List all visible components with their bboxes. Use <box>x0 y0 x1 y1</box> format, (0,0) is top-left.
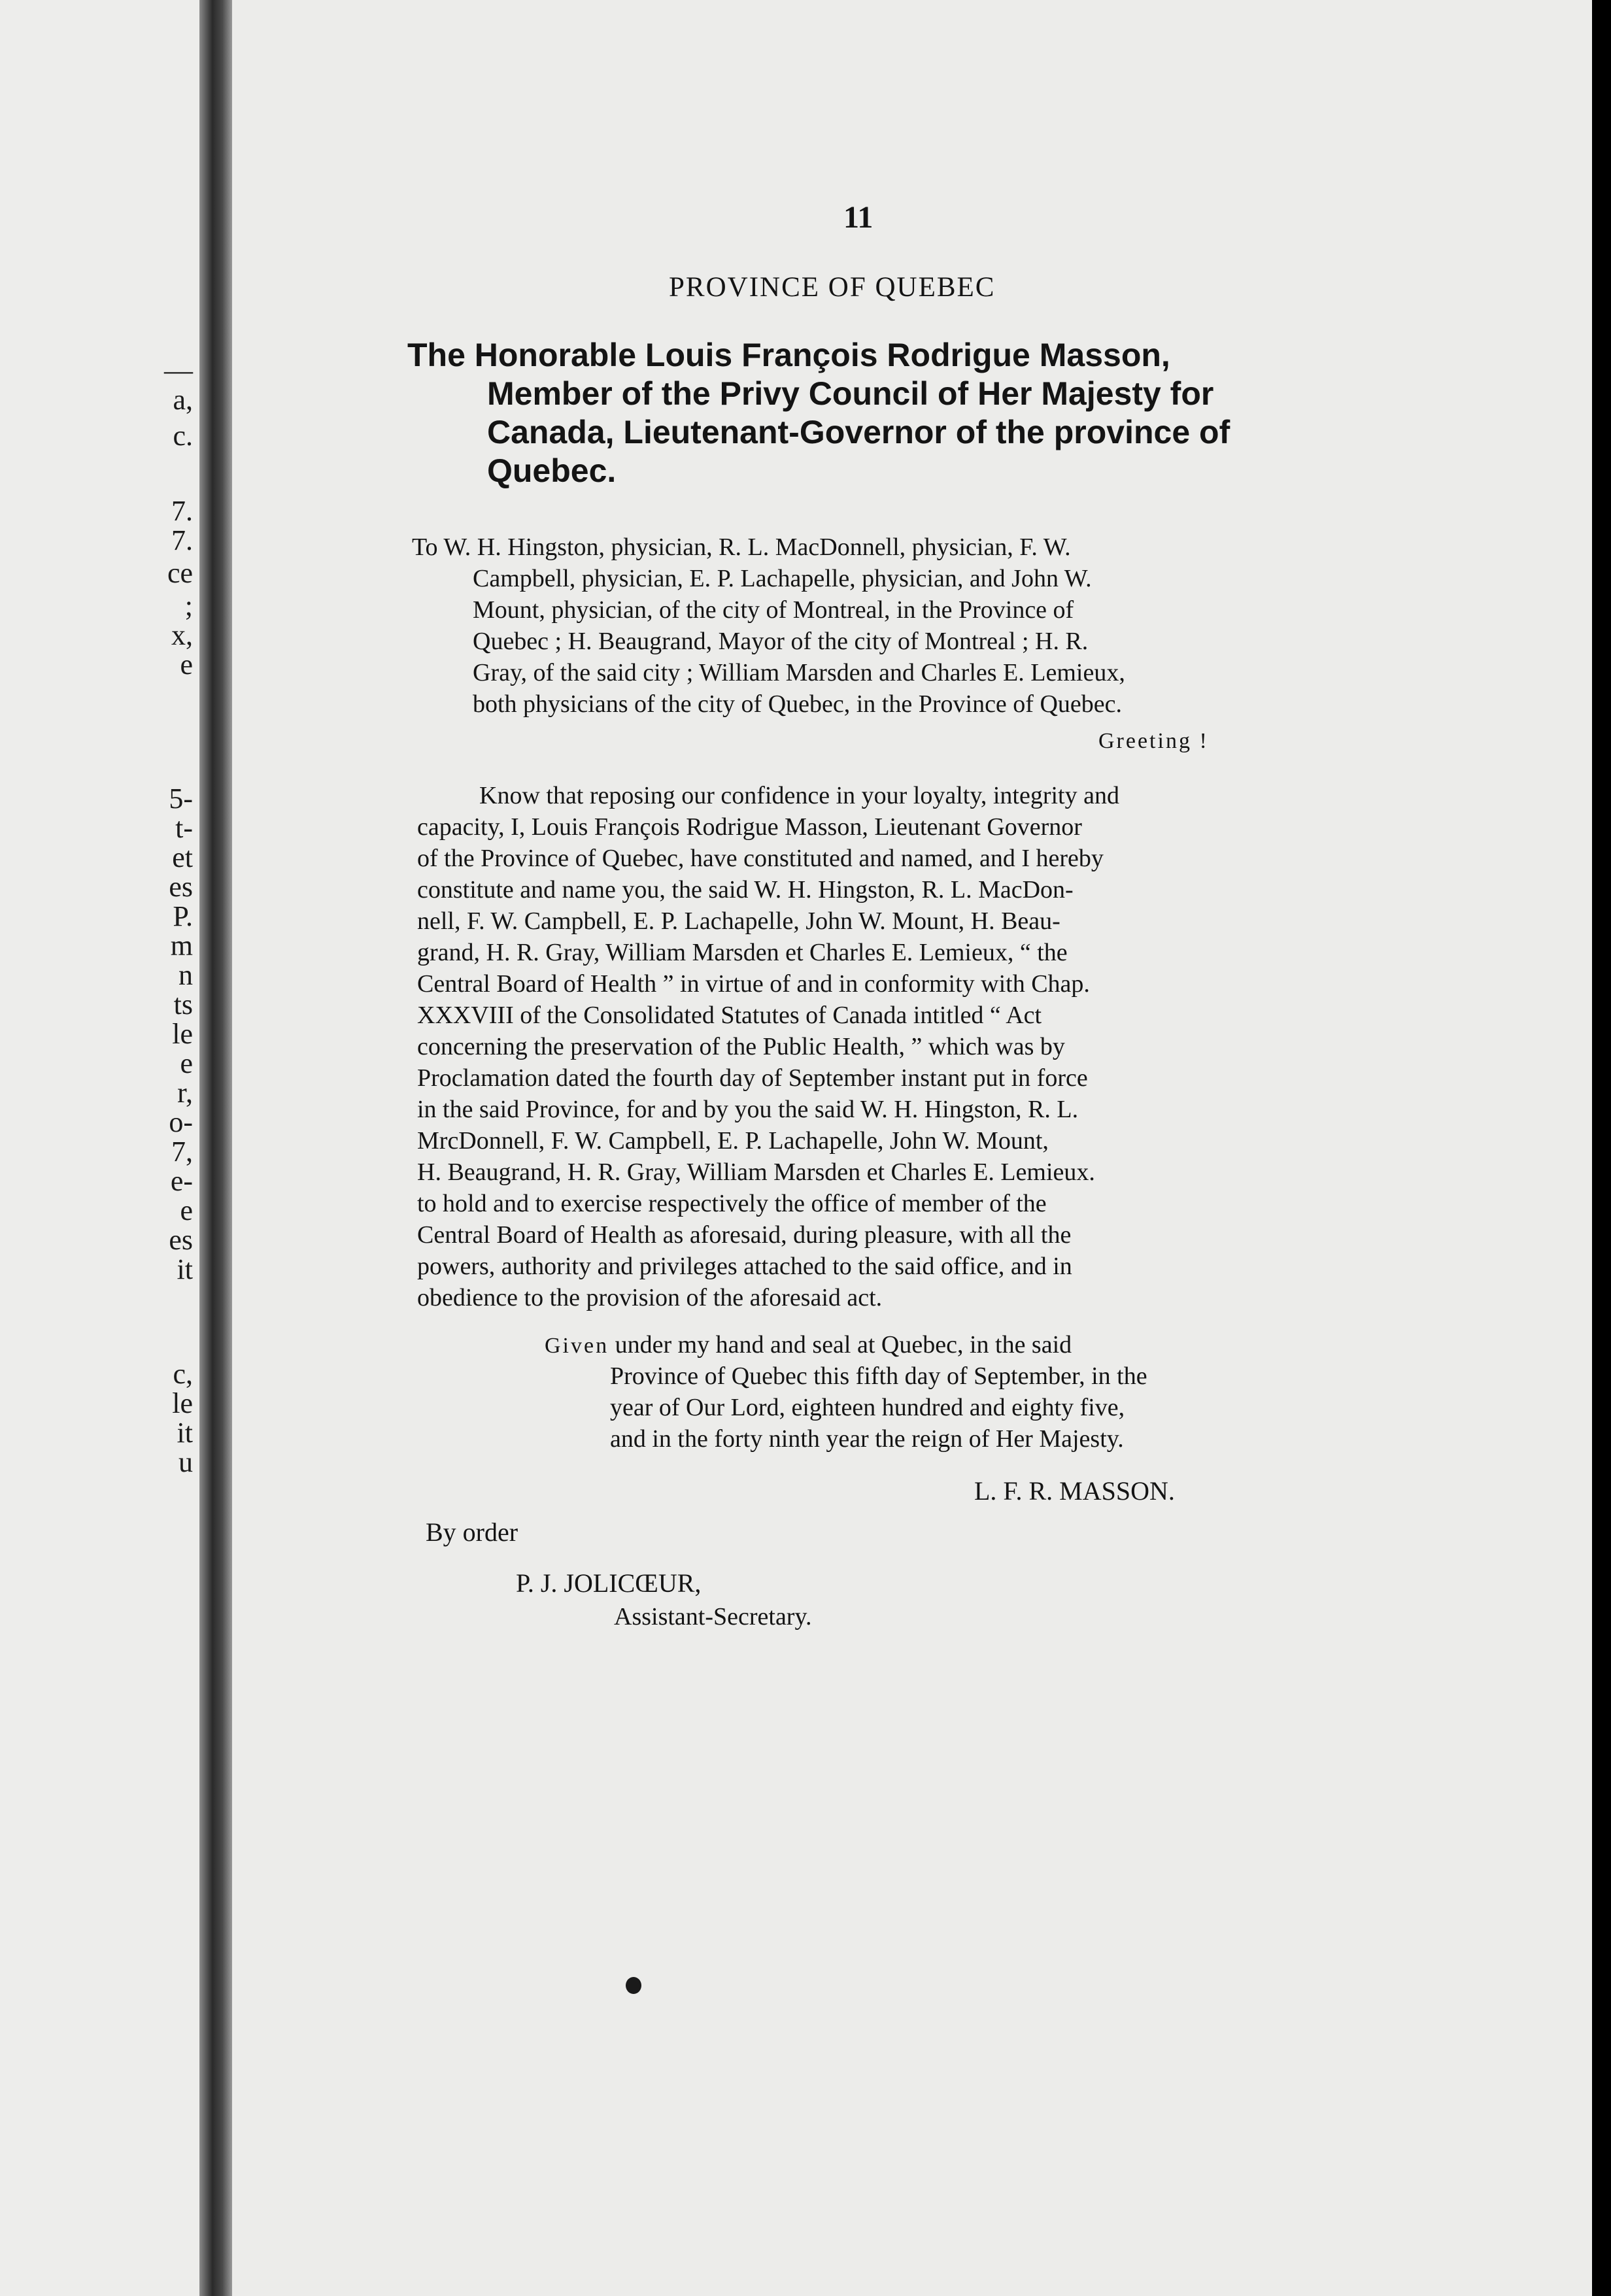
address-line: Campbell, physician, E. P. Lachapelle, physician, and John W. <box>473 565 1092 592</box>
body-line: obedience to the provision of the aforesaid act. <box>417 1284 883 1311</box>
body-line: powers, authority and privileges attached to the said office, and in <box>417 1253 1072 1280</box>
document-page <box>232 0 1592 2296</box>
ink-blot <box>626 1977 641 1994</box>
left-page-fragment: 5- <box>169 783 193 815</box>
body-line: Know that reposing our confidence in your loyalty, integrity and <box>479 782 1119 809</box>
given-lead: Given <box>545 1334 609 1358</box>
address-line: Quebec ; H. Beaugrand, Mayor of the city of Montreal ; H. R. <box>473 628 1089 655</box>
address-line: To W. H. Hingston, physician, R. L. MacDonnell, physician, F. W. <box>412 533 1071 561</box>
left-page-fragment: e <box>180 1194 193 1226</box>
left-page-fragment: a, <box>173 384 193 416</box>
body-line: capacity, I, Louis François Rodrigue Masson, Lieutenant Governor <box>417 813 1082 841</box>
province-heading: PROVINCE OF QUEBEC <box>669 272 996 303</box>
body-line: to hold and to exercise respectively the office of member of the <box>417 1190 1047 1217</box>
address-line: both physicians of the city of Quebec, in the Province of Quebec. <box>473 690 1122 718</box>
given-line: year of Our Lord, eighteen hundred and eighty five, <box>610 1394 1125 1421</box>
left-page-fragment: c, <box>173 1358 193 1390</box>
body-line: Central Board of Health as aforesaid, during pleasure, with all the <box>417 1221 1072 1249</box>
body-line: Central Board of Health ” in virtue of and in conformity with Chap. <box>417 970 1090 998</box>
body-line: Proclamation dated the fourth day of September instant put in force <box>417 1064 1088 1092</box>
left-page-fragment: et <box>172 841 193 873</box>
left-page-fragment: ; <box>184 590 193 622</box>
left-page-fragment: o- <box>169 1106 193 1138</box>
left-page-fragment: e- <box>170 1165 193 1197</box>
left-page-fragment: c. <box>173 420 193 452</box>
given-first-rest: under my hand and seal at Quebec, in the said <box>609 1331 1072 1359</box>
given-line-first <box>545 1330 1072 1359</box>
secretary-title: Assistant-Secretary. <box>614 1603 812 1630</box>
by-order: By order <box>426 1517 518 1547</box>
title-line: Canada, Lieutenant-Governor of the province of <box>487 414 1230 450</box>
page-number: 11 <box>843 200 873 235</box>
scan-edge <box>1592 0 1611 2296</box>
given-line: and in the forty ninth year the reign of Her Majesty. <box>610 1425 1124 1453</box>
left-page-fragment: 7. <box>171 524 193 556</box>
left-page-fragment: es <box>169 871 193 903</box>
left-page-fragment: 7, <box>171 1136 193 1168</box>
left-page-fragment: n <box>178 959 193 991</box>
body-line: H. Beaugrand, H. R. Gray, William Marsden et Charles E. Lemieux. <box>417 1158 1095 1186</box>
left-page-fragment: P. <box>173 900 193 932</box>
title-line: Member of the Privy Council of Her Majesty for <box>487 375 1214 412</box>
title-line: Quebec. <box>487 452 617 489</box>
left-page-fragment: ce <box>167 557 193 589</box>
body-line: XXXVIII of the Consolidated Statutes of Canada intitled “ Act <box>417 1002 1042 1029</box>
book-gutter <box>199 0 232 2296</box>
left-page-fragment: it <box>177 1417 193 1449</box>
left-page-fragment: it <box>177 1253 193 1285</box>
left-page-fragment: u <box>178 1446 193 1478</box>
left-page-fragment: — <box>164 354 193 386</box>
title-line: The Honorable Louis François Rodrigue Masson, <box>407 337 1170 373</box>
left-page-fragment: x, <box>171 619 193 651</box>
secretary-name: P. J. JOLICŒUR, <box>516 1568 702 1598</box>
left-page-fragment: m <box>170 930 193 962</box>
body-line: MrcDonnell, F. W. Campbell, E. P. Lachapelle, John W. Mount, <box>417 1127 1049 1155</box>
given-line: Province of Quebec this fifth day of September, in the <box>610 1362 1147 1390</box>
body-line: in the said Province, for and by you the said W. H. Hingston, R. L. <box>417 1096 1079 1123</box>
left-page-fragment: e <box>180 649 193 681</box>
signature: L. F. R. MASSON. <box>974 1476 1175 1506</box>
left-page-fragment: le <box>172 1018 193 1050</box>
left-page-fragment: e <box>180 1047 193 1079</box>
left-page-fragment: r, <box>177 1077 193 1109</box>
address-line: Mount, physician, of the city of Montreal, in the Province of <box>473 596 1074 624</box>
left-page-fragment: t- <box>175 812 193 844</box>
left-page-edge <box>0 0 199 2296</box>
body-line: grand, H. R. Gray, William Marsden et Charles E. Lemieux, “ the <box>417 939 1068 966</box>
left-page-fragment: le <box>172 1387 193 1419</box>
body-line: nell, F. W. Campbell, E. P. Lachapelle, John W. Mount, H. Beau- <box>417 907 1060 935</box>
address-line: Gray, of the said city ; William Marsden and Charles E. Lemieux, <box>473 659 1125 686</box>
body-line: concerning the preservation of the Public Health, ” which was by <box>417 1033 1065 1060</box>
left-page-fragment: ts <box>173 988 193 1021</box>
left-page-fragment: es <box>169 1224 193 1256</box>
body-line: constitute and name you, the said W. H. Hingston, R. L. MacDon- <box>417 876 1074 903</box>
greeting: Greeting ! <box>1098 729 1209 753</box>
left-page-fragment: 7. <box>171 495 193 527</box>
body-line: of the Province of Quebec, have constituted and named, and I hereby <box>417 845 1104 872</box>
